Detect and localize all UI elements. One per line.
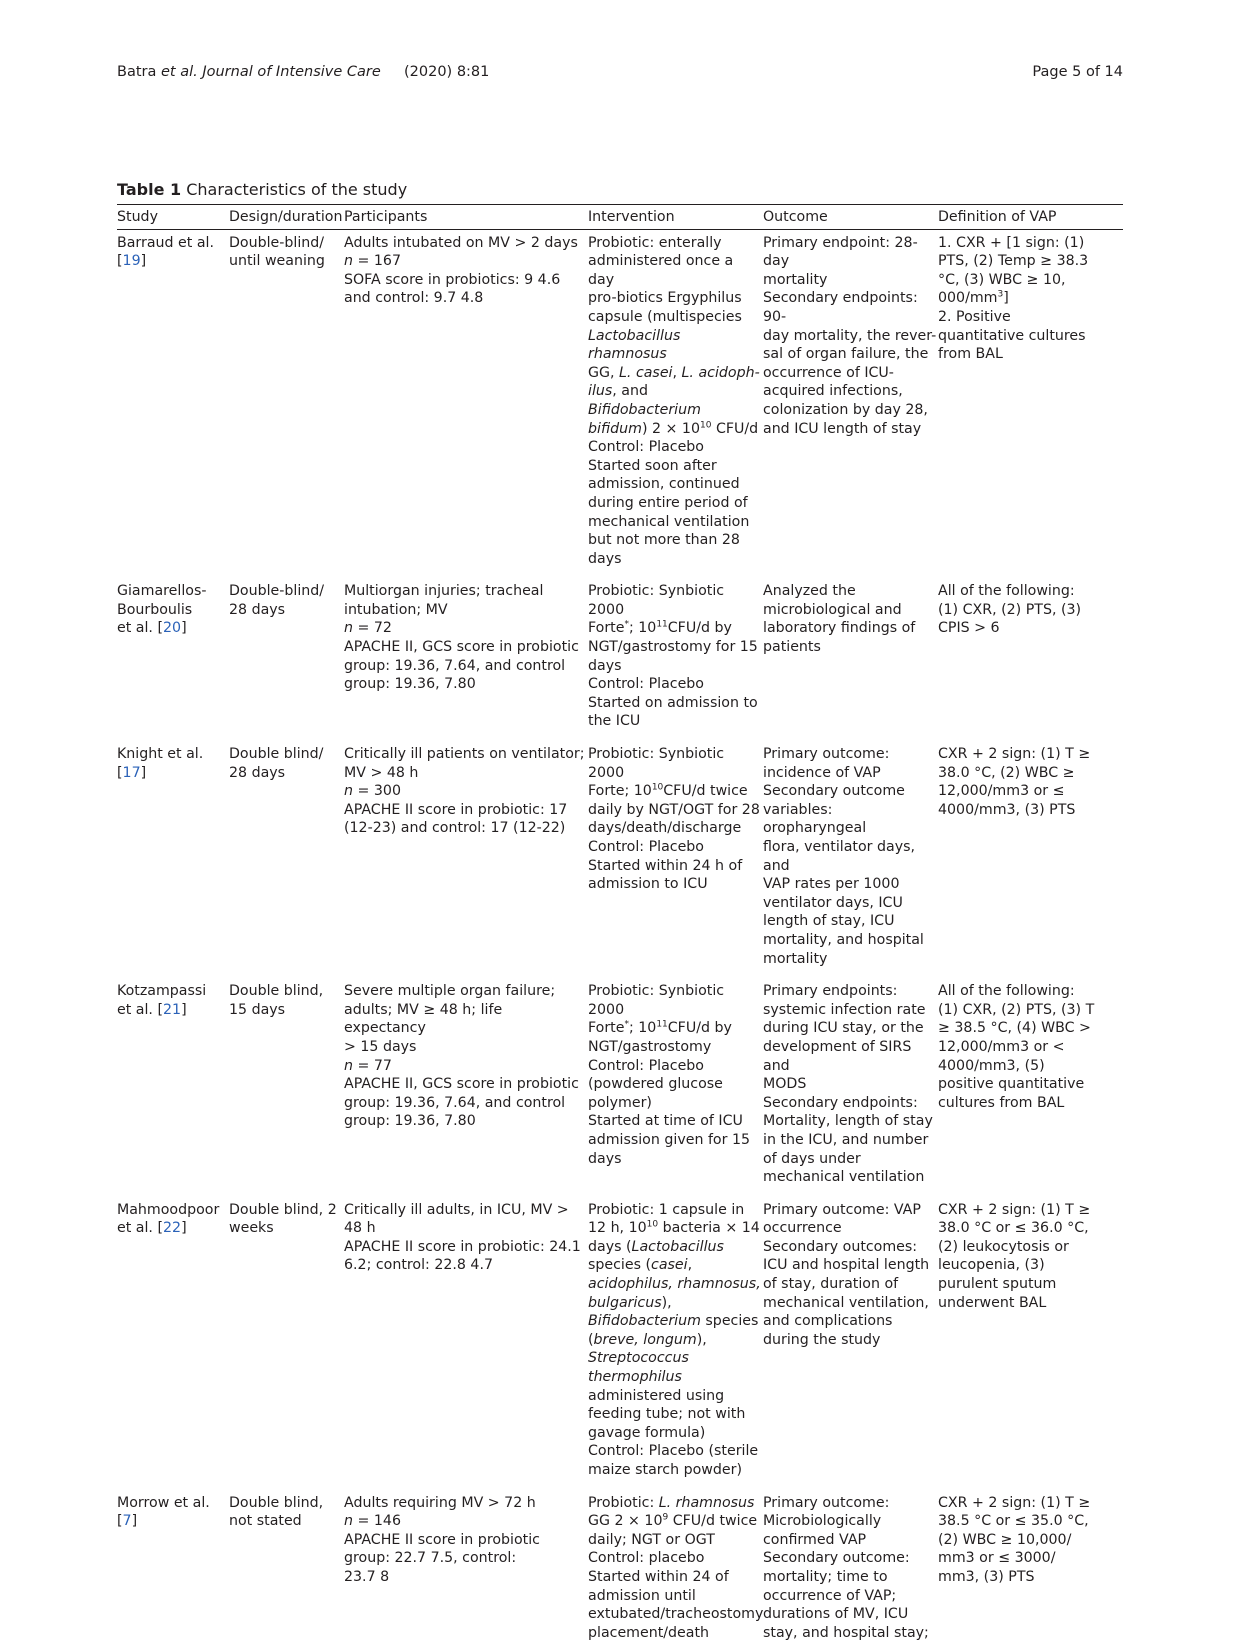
cell-intervention-line: Started at time of ICU [588,1113,743,1130]
study-name-line: Morrow et al. [117,1494,210,1511]
study-name-line: et al. [22] [117,1220,187,1237]
cell-vap [938,745,1123,982]
cell-participants-line: SOFA score in probiotics: 9 4.6 [344,271,561,288]
cell-intervention-line: admission given for 15 [588,1131,751,1148]
cell-design-line: Double-blind/ [229,583,325,600]
cell-outcome-line: Primary endpoint: 28-day [763,234,918,270]
cell-participants-line: n = 72 [344,620,392,637]
cell-vap-line: 12,000/mm3 or < [938,1038,1065,1055]
cell-outcome-line: Secondary outcomes: [763,1238,918,1255]
cell-outcome-line: laboratory findings of [763,620,916,637]
cell-intervention-line: species (casei, [588,1257,693,1274]
cell-participants [344,1201,588,1494]
cell-outcome [763,229,938,582]
cell-intervention [588,582,763,745]
cell-intervention-line: (breve, longum), [588,1331,707,1348]
cell-vap-line: 38.5 °C or ≤ 35.0 °C, [938,1513,1089,1530]
cell-outcome-line: variables: oropharyngeal [763,801,867,837]
cell-intervention-line: gavage formula) [588,1424,706,1441]
cell-intervention-line: feeding tube; not with [588,1406,746,1423]
table-caption [117,180,407,199]
cell-intervention-line: maize starch powder) [588,1462,743,1478]
table-row [117,1494,1123,1643]
cell-outcome-line: Mortality, length of stay [763,1113,933,1130]
cell-outcome-line: VAP rates per 1000 [763,876,900,893]
cell-intervention-line: Control: placebo [588,1550,705,1567]
cell-participants-line: n = 146 [344,1513,401,1530]
journal-citation: Batra et al. Journal of Intensive Care [117,64,381,80]
cell-vap-line: (1) CXR, (2) PTS, (3) [938,601,1082,618]
col-header-outcome: Outcome [763,205,938,230]
cell-intervention-line: bulgaricus), [588,1294,672,1311]
reference-link[interactable]: [21] [157,1001,187,1018]
cell-participants-line: 23.7 8 [344,1568,390,1585]
cell-intervention-line: GG, L. casei, L. acidoph- [588,364,760,381]
cell-intervention-line: Control: Placebo [588,839,704,855]
cell-intervention-line: daily by NGT/OGT for 28 [588,801,760,818]
cell-vap-line: 1. CXR + [1 sign: (1) [938,234,1085,251]
cell-participants-line: APACHE II, GCS score in probiotic [344,1076,579,1093]
cell-outcome-line: colonization by day 28, [763,401,928,418]
cell-vap-line: CXR + 2 sign: (1) T ≥ [938,1494,1091,1511]
cell-outcome [763,1494,938,1643]
cell-participants-line: Adults requiring MV > 72 h [344,1494,536,1511]
cell-vap-line: °C, (3) WBC ≥ 10, [938,271,1066,288]
cell-participants [344,982,588,1201]
cell-intervention-line: bifidum) $2 \times 10^{10}$ CFU/d [588,419,759,437]
cell-participants [344,582,588,745]
cell-participants-line: group: 19.36, 7.64, and control [344,657,566,674]
col-header-intervention: Intervention [588,205,763,230]
cell-vap-line: (2) leukocytosis or [938,1238,1069,1255]
cell-outcome-line: stay, and hospital stay; [763,1624,929,1641]
cell-study [117,1494,229,1643]
cell-vap-line: 4000/mm3, (5) [938,1057,1045,1074]
citation-volume: (2020) 8:81 [404,64,490,80]
cell-participants-line: group: 19.36, 7.80 [344,676,476,693]
cell-vap-line: purulent sputum [938,1276,1057,1293]
running-header [117,64,1123,86]
cell-intervention-line: admission until [588,1587,696,1604]
cell-participants-line: n = 167 [344,253,401,270]
table-row [117,229,1123,582]
cell-vap-line: 38.0 °C, (2) WBC ≥ [938,764,1075,781]
cell-outcome-line: patients [763,639,821,656]
cell-intervention-line: but not more than 28 [588,532,740,549]
col-header-vap: Definition of VAP [938,205,1123,230]
cell-intervention-line: admission, continued [588,476,740,493]
cell-intervention-line: days [588,657,622,674]
cell-outcome-line: mortality; time to [763,1568,888,1585]
cell-outcome-line: day mortality, the rever- [763,327,937,344]
study-name-line: et al. [20] [117,620,187,637]
cell-vap-line: All of the following: [938,583,1075,600]
cell-design-line: Double-blind/ [229,234,325,251]
cell-outcome-line: of days under [763,1150,861,1167]
cell-intervention-line: Probiotic: enterally [588,234,722,251]
reference-link[interactable]: [19] [117,253,147,270]
cell-intervention-line: Forte*; $10^{11}CFU/d$ by [588,1019,732,1037]
cell-design-line: until weaning [229,253,325,270]
cell-intervention-line: Lactobacillus rhamnosus [588,327,681,363]
cell-intervention-line: GG $2 \times 10^9$ CFU/d twice [588,1512,758,1530]
cell-vap-line: 12,000/mm3 or ≤ [938,783,1065,800]
cell-design-line: 15 days [229,1001,286,1018]
cell-vap-line: underwent BAL [938,1294,1047,1311]
cell-participants-line: group: 19.36, 7.80 [344,1113,476,1130]
cell-participants-line: intubation; MV [344,601,448,618]
cell-intervention-line: 12 h, $10^{10}$ bacteria × 14 [588,1219,760,1237]
cell-outcome-line: in the ICU, and number [763,1131,929,1148]
cell-vap [938,582,1123,745]
table-title: Characteristics of the study [186,180,408,199]
study-name-line: Knight et al. [117,746,204,763]
cell-outcome-line: ventilator days, ICU [763,894,903,911]
table-header-row [117,205,1123,230]
cell-participants-line: Multiorgan injuries; tracheal [344,583,544,600]
cell-participants-line: APACHE II score in probiotic [344,1531,540,1548]
cell-vap-line: CXR + 2 sign: (1) T ≥ [938,746,1091,763]
cell-vap-line: quantitative cultures [938,327,1086,344]
cell-intervention-line: mechanical ventilation [588,513,750,530]
cell-intervention [588,1494,763,1643]
cell-intervention-line: Started on admission to [588,694,758,711]
cell-vap [938,229,1123,582]
cell-vap-line: from BAL [938,346,1003,363]
cell-design-line: not stated [229,1513,302,1530]
cell-outcome-line: acquired infections, [763,383,903,400]
cell-intervention-line: acidophilus, rhamnosus, [588,1276,761,1293]
cell-outcome-line: flora, ventilator days, and [763,839,916,874]
cell-study [117,582,229,745]
cell-outcome-line: Primary outcome: [763,746,890,763]
cell-participants-line: MV > 48 h [344,764,419,781]
cell-vap-line: cultures from BAL [938,1094,1065,1111]
cell-vap-line: CPIS > 6 [938,620,1000,637]
cell-participants-line: APACHE II, GCS score in probiotic [344,639,579,656]
cell-intervention-line: days [588,550,622,567]
cell-intervention [588,745,763,982]
cell-intervention-line: Started within 24 h of [588,857,743,874]
table-row [117,582,1123,745]
cell-outcome-line: Secondary endpoints: 90- [763,290,918,325]
cell-vap-line: CXR + 2 sign: (1) T ≥ [938,1201,1091,1218]
cell-intervention-line: ilus, and Bifidobacterium [588,383,701,418]
cell-outcome-line: and ICU length of stay [763,420,922,437]
cell-vap-line: 38.0 °C or ≤ 36.0 °C, [938,1220,1089,1237]
cell-design-line: Double blind, [229,983,324,1000]
cell-outcome-line: mechanical ventilation [763,1169,925,1186]
cell-intervention-line: Control: Placebo [588,676,704,693]
cell-study [117,982,229,1201]
cell-outcome-line: during the study [763,1331,881,1348]
cell-participants-line: and control: 9.7 4.8 [344,290,484,307]
cell-vap-line: ≥ 38.5 °C, (4) WBC > [938,1020,1091,1037]
reference-link[interactable]: [17] [117,764,147,781]
cell-participants-line: > 15 days [344,1038,417,1055]
cell-vap-line: $000/mm^3$] [938,289,1009,307]
cell-vap [938,982,1123,1201]
cell-vap-line: leucopenia, (3) [938,1257,1045,1274]
cell-intervention [588,982,763,1201]
cell-vap-line: 4000/mm3, (3) PTS [938,801,1076,818]
cell-intervention-line: admission to ICU [588,876,708,893]
cell-participants-line: APACHE II score in probiotic: 24.1 [344,1238,581,1255]
cell-intervention-line: polymer) [588,1094,652,1111]
study-name-line: Mahmoodpoor [117,1201,220,1218]
cell-vap [938,1494,1123,1643]
cell-outcome-line: Secondary endpoints: [763,1094,918,1111]
cell-intervention-line: Bifidobacterium species [588,1313,759,1330]
cell-participants-line: group: 22.7 7.5, control: [344,1550,517,1567]
cell-design-line: weeks [229,1220,274,1237]
cell-vap [938,1201,1123,1494]
cell-design [229,1494,344,1643]
cell-outcome-line: Primary outcome: VAP [763,1201,921,1218]
cell-participants-line: n = 300 [344,783,401,800]
reference-link[interactable]: [22] [157,1220,187,1237]
cell-outcome-line: mortality, and hospital [763,931,924,948]
study-name-line: Barraud et al. [117,234,214,251]
cell-participants-line: Adults intubated on MV > 2 days [344,234,578,251]
cell-outcome-line: development of SIRS and [763,1038,912,1074]
study-name-line: Bourboulis [117,601,193,618]
cell-intervention-line: NGT/gastrostomy for 15 [588,639,758,656]
cell-outcome-line: systemic infection rate [763,1001,926,1018]
cell-intervention [588,1201,763,1494]
cell-outcome-line: sal of organ failure, the [763,346,929,363]
cell-outcome-line: confirmed VAP [763,1531,867,1548]
col-header-design: Design/duration [229,205,344,230]
cell-study [117,229,229,582]
cell-intervention-line: Control: Placebo (sterile [588,1443,759,1460]
cell-vap-line: PTS, (2) Temp ≥ 38.3 [938,253,1089,270]
cell-design-line: Double blind/ [229,746,324,763]
study-name-line: Kotzampassi [117,983,207,1000]
cell-outcome-line: Primary endpoints: [763,983,898,1000]
cell-intervention-line: daily; NGT or OGT [588,1531,715,1548]
cell-intervention-line: Started soon after [588,457,717,474]
cell-intervention-line: Probiotic: Synbiotic 2000 [588,583,725,618]
cell-design-line: 28 days [229,764,286,781]
cell-participants [344,229,588,582]
col-header-participants: Participants [344,205,588,230]
cell-outcome-line: mortality [763,271,828,288]
cell-intervention-line: days [588,1150,622,1167]
page-number: Page 5 of 14 [1032,64,1123,80]
cell-outcome [763,582,938,745]
cell-vap-line: positive quantitative [938,1076,1085,1093]
reference-link[interactable]: [20] [157,620,187,637]
cell-vap-line: mm3 or ≤ 3000/ [938,1550,1056,1567]
cell-participants-line: Severe multiple organ failure; [344,983,556,1000]
cell-design [229,582,344,745]
cell-outcome-line: occurrence [763,1220,842,1237]
cell-intervention-line: Control: Placebo [588,439,704,456]
cell-intervention-line: Probiotic: L. rhamnosus [588,1494,755,1511]
cell-participants-line: 6.2; control: 22.8 4.7 [344,1257,493,1274]
cell-outcome-line: microbiological and [763,601,902,618]
cell-participants-line: n = 77 [344,1057,392,1074]
table-row [117,745,1123,982]
cell-outcome-line: of stay, duration of [763,1276,899,1293]
cell-study [117,745,229,982]
cell-intervention-line: (powdered glucose [588,1076,723,1093]
cell-design-line: 28 days [229,601,286,618]
cell-outcome-line: mechanical ventilation, [763,1294,929,1311]
cell-participants-line: Critically ill adults, in ICU, MV > 48 h [344,1201,569,1237]
cell-participants-line: adults; MV ≥ 48 h; life expectancy [344,1001,503,1037]
cell-study [117,1201,229,1494]
cell-design [229,745,344,982]
cell-participants [344,745,588,982]
cell-vap-line: (1) CXR, (2) PTS, (3) T [938,1001,1095,1018]
cell-intervention-line: pro-biotics Ergyphilus [588,290,742,307]
cell-intervention-line: Streptococcus [588,1350,689,1367]
cell-vap-line: All of the following: [938,983,1075,1000]
cell-design [229,1201,344,1494]
cell-intervention-line: Forte; $10^{10}CFU/d$ twice [588,782,748,800]
cell-intervention-line: Control: Placebo [588,1057,704,1074]
cell-outcome-line: incidence of VAP [763,764,881,781]
cell-intervention-line: days/death/discharge [588,820,742,837]
cell-outcome-line: Analyzed the [763,583,856,600]
cell-outcome-line: Microbiologically [763,1513,882,1530]
cell-intervention-line: Started within 24 of [588,1568,729,1585]
cell-intervention-line: extubated/tracheostomy [588,1606,764,1623]
study-name-line: et al. [21] [117,1001,187,1018]
cell-intervention-line: NGT/gastrostomy [588,1038,712,1055]
cell-outcome [763,1201,938,1494]
cell-participants-line: APACHE II score in probiotic: 17 [344,801,568,818]
cell-intervention-line: administered using [588,1387,725,1404]
cell-outcome-line: ICU and hospital length [763,1257,930,1274]
cell-intervention-line: thermophilus [588,1369,682,1386]
cell-participants-line: group: 19.36, 7.64, and control [344,1094,566,1111]
cell-intervention-line: the ICU [588,713,641,730]
table-label: Table 1 [117,180,182,199]
cell-participants-line: (12-23) and control: 17 (12-22) [344,820,566,837]
cell-intervention-line: Probiotic: Synbiotic 2000 [588,983,725,1018]
cell-outcome-line: Secondary outcome: [763,1550,910,1567]
cell-intervention-line: Probiotic: Synbiotic 2000 [588,746,725,781]
cell-intervention-line: administered once a day [588,253,734,288]
cell-vap-line: 2. Positive [938,308,1011,325]
cell-outcome [763,745,938,982]
cell-design [229,229,344,582]
reference-link[interactable]: [7] [117,1513,138,1530]
cell-vap-line: (2) WBC ≥ 10,000/ [938,1531,1072,1548]
cell-intervention-line: placement/death [588,1624,710,1641]
cell-outcome-line: occurrence of ICU- [763,364,894,381]
cell-participants [344,1494,588,1643]
cell-intervention-line: during entire period of [588,494,748,511]
cell-outcome-line: and complications [763,1313,893,1330]
cell-intervention-line: days (Lactobacillus [588,1238,724,1255]
cell-outcome-line: MODS [763,1076,807,1093]
cell-intervention-line: Forte*; $10^{11}CFU/d$ by [588,619,732,637]
cell-design-line: Double blind, [229,1494,324,1511]
cell-vap-line: mm3, (3) PTS [938,1568,1035,1585]
study-characteristics-table [117,204,1123,1642]
cell-outcome-line: Secondary outcome [763,783,905,800]
cell-intervention [588,229,763,582]
table-row [117,1201,1123,1494]
col-header-study: Study [117,205,229,230]
cell-participants-line: Critically ill patients on ventilator; [344,746,585,763]
cell-design [229,982,344,1201]
cell-outcome-line: length of stay, ICU [763,913,895,930]
cell-outcome [763,982,938,1201]
cell-outcome-line: durations of MV, ICU [763,1606,909,1623]
cell-outcome-line: mortality [763,950,828,967]
cell-intervention-line: Probiotic: 1 capsule in [588,1201,745,1218]
cell-intervention-line: capsule (multispecies [588,308,742,325]
table-row [117,982,1123,1201]
cell-outcome-line: Primary outcome: [763,1494,890,1511]
cell-outcome-line: occurrence of VAP; [763,1587,897,1604]
study-name-line: Giamarellos- [117,583,207,600]
cell-design-line: Double blind, 2 [229,1201,337,1218]
cell-outcome-line: during ICU stay, or the [763,1020,924,1037]
